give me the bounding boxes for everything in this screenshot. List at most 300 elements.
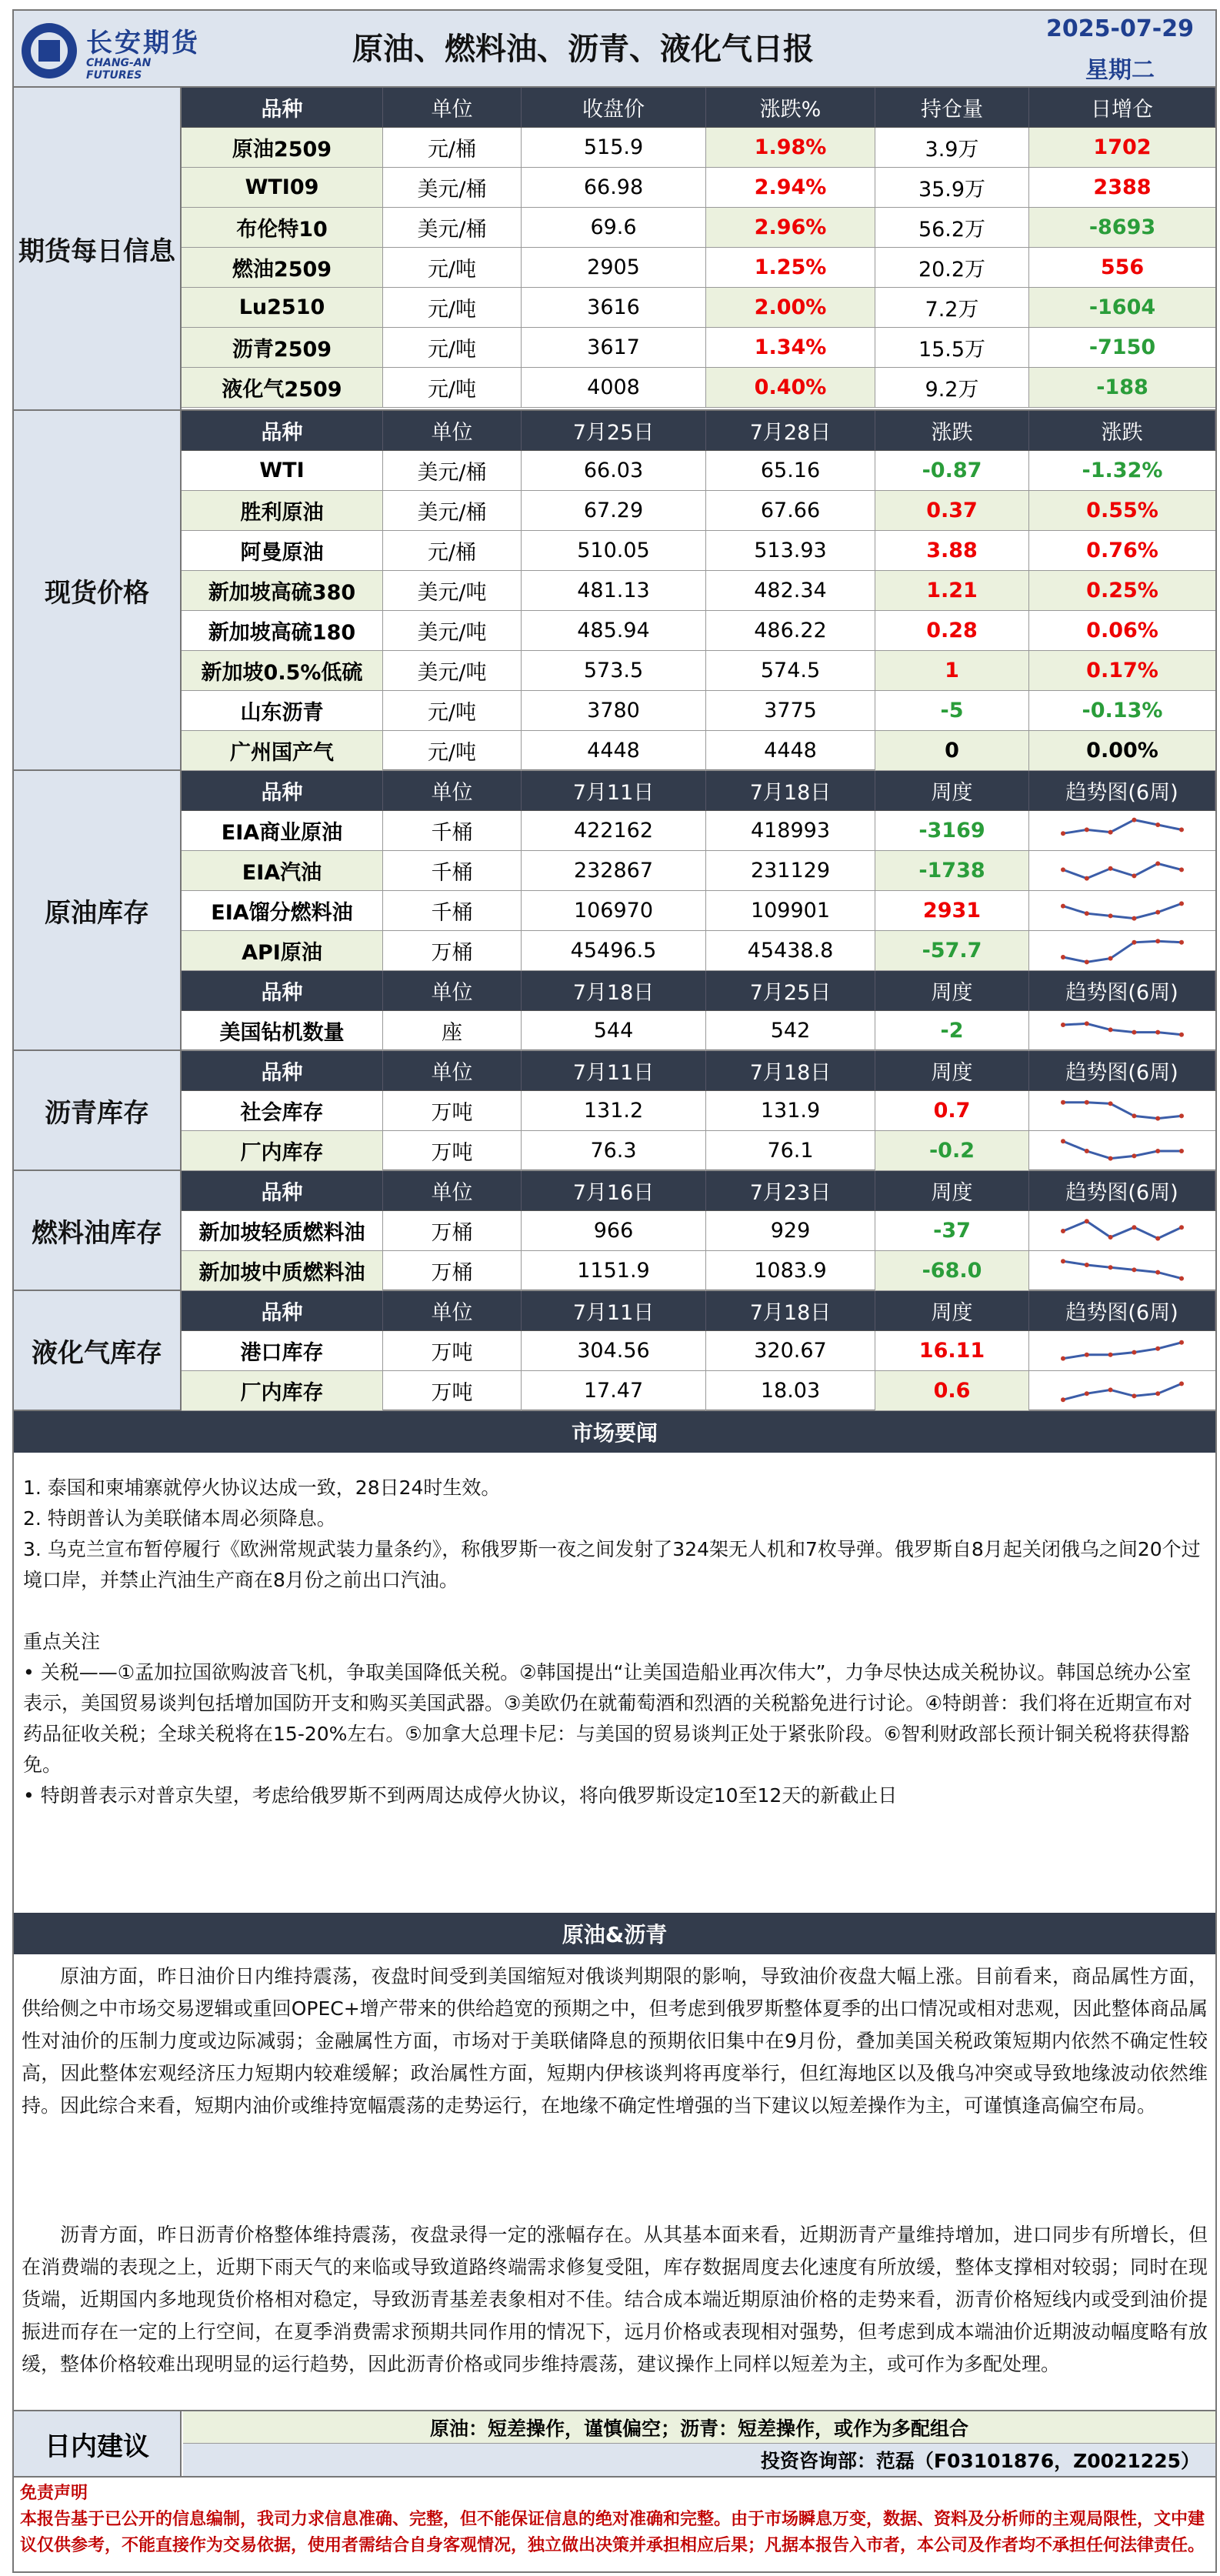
cell-p2: 45438.8 [706,931,875,970]
cell-name: 新加坡高硫180 [182,611,383,650]
sparkline-point [1085,911,1089,916]
table-row [182,1251,1215,1291]
report [12,9,1217,2573]
sparkline-point [1155,909,1160,914]
sparkline-point [1085,876,1089,880]
sparkline-point [1179,939,1184,944]
cell-close: 69.6 [522,208,706,247]
cell-chg: 1 [875,651,1029,690]
cell-doi: 1702 [1029,128,1215,167]
news-item: 1. 泰国和柬埔寨就停火协议达成一致，28日24时生效。 [23,1477,501,1499]
cell-p2: 482.34 [706,571,875,610]
disclaimer [14,2481,1215,2559]
column-header: 单位 [383,771,522,810]
cell-p2: 542 [706,1011,875,1050]
cell-name: EIA馏分燃料油 [182,891,383,930]
column-header: 7月23日 [706,1171,875,1210]
column-header: 7月11日 [522,771,706,810]
cell-name: 胜利原油 [182,491,383,530]
cell-unit: 美元/桶 [383,451,522,490]
table-row [182,1091,1215,1131]
table-row [182,208,1215,248]
cell-chg: 0.37 [875,491,1029,530]
column-header: 7月18日 [706,771,875,810]
column-header: 单位 [383,1171,522,1210]
cell-name: 美国钻机数量 [182,1011,383,1050]
cell-unit: 美元/桶 [383,491,522,530]
trend-sparkline [1057,816,1188,846]
cell-chg: 0.6 [875,1371,1029,1410]
cell-p2: 3775 [706,691,875,730]
table-header-row [182,88,1215,128]
report-header [14,11,1215,88]
sparkline-path [1063,1261,1182,1278]
sparkline-point [1132,916,1136,920]
table-row [182,571,1215,611]
sparkline-point [1155,1391,1160,1396]
sparkline-point [1179,1276,1184,1280]
column-header: 收盘价 [522,88,706,127]
table-row [182,248,1215,288]
report-weekday: 星期二 [1085,57,1155,84]
sparkline-point [1108,1027,1113,1032]
trend-sparkline [1057,1216,1188,1246]
table-row [182,611,1215,651]
report-date: 2025-07-29 [1046,15,1194,42]
column-header: 7月28日 [706,411,875,450]
column-header: 7月16日 [522,1171,706,1210]
cell-name: 燃油2509 [182,248,383,287]
cell-chg: -5 [875,691,1029,730]
cell-name: 沥青2509 [182,328,383,367]
column-header: 7月11日 [522,1051,706,1090]
column-header: 品种 [182,1051,383,1090]
sparkline-point [1179,1113,1184,1118]
cell-p2: 231129 [706,851,875,890]
cell-close: 4008 [522,368,706,407]
sparkline-point [1108,1265,1113,1270]
company-logo [22,20,203,82]
disclaimer-title: 免责声明 [20,2484,88,2503]
cell-name: 社会库存 [182,1091,383,1130]
disclaimer-text: 本报告基于已公开的信息编制，我司力求信息准确、完整，但不能保证信息的绝对准确和完整。由于市场瞬息万变，数据、资料及分析师的主观局限性，文中建议仅供参考，不能直接作为交易依据，使用者需结合自身客观情况，独立做出决策并承担相应后果；凡据本报告入市者，本公司及作者均不承担任何法律责任。 [20,2510,1205,2555]
cell-trend [1029,1211,1215,1250]
column-header: 品种 [182,971,383,1010]
cell-chg: -37 [875,1211,1029,1250]
column-header: 单位 [383,1051,522,1090]
cell-unit: 万吨 [383,1331,522,1370]
cell-trend [1029,931,1215,970]
cell-p1: 232867 [522,851,706,890]
crude-inventory-section [14,771,1215,1051]
sparkline-point [1132,1267,1136,1272]
cell-p1: 304.56 [522,1331,706,1370]
cell-name: 广州国产气 [182,731,383,770]
sparkline-point [1108,1352,1113,1356]
cell-p2: 18.03 [706,1371,875,1410]
news-item: 2. 特朗普认为美联储本周必须降息。 [23,1507,336,1530]
section-label: 液化气库存 [14,1291,182,1410]
sparkline-point [1155,1346,1160,1350]
cell-chg: 1.25% [706,248,875,287]
table-row [182,451,1215,491]
cell-p2: 929 [706,1211,875,1250]
column-header: 趋势图(6周) [1029,1171,1215,1210]
sparkline-point [1061,1099,1065,1104]
cell-unit: 元/桶 [383,128,522,167]
cell-p1: 45496.5 [522,931,706,970]
sparkline-point [1179,1032,1184,1036]
column-header: 单位 [383,411,522,450]
cell-chg: 0 [875,731,1029,770]
sparkline-point [1155,823,1160,827]
sparkline-point [1155,939,1160,943]
sparkline-path [1063,1141,1182,1158]
sparkline-point [1061,831,1065,836]
table-row [182,851,1215,891]
sparkline-point [1108,829,1113,834]
column-header: 单位 [383,1291,522,1330]
cell-p2: 486.22 [706,611,875,650]
column-header: 趋势图(6周) [1029,1291,1215,1330]
cell-chg: -3169 [875,811,1029,850]
sparkline-point [1179,1340,1184,1344]
cell-chg: 2.96% [706,208,875,247]
cell-close: 2905 [522,248,706,287]
cell-p2: 131.9 [706,1091,875,1130]
column-header: 品种 [182,771,383,810]
sparkline-point [1085,1219,1089,1223]
sparkline-point [1132,939,1136,944]
section-label: 原油库存 [14,771,182,1049]
sparkline-point [1155,1029,1160,1034]
sparkline-point [1085,1352,1089,1356]
cell-trend [1029,1091,1215,1130]
sparkline-point [1155,1270,1160,1274]
table-header-row [182,771,1215,811]
column-header: 周度 [875,771,1029,810]
sparkline-point [1061,1229,1065,1233]
sparkline-path [1063,1383,1182,1400]
column-header: 单位 [383,88,522,127]
cell-doi: -1604 [1029,288,1215,327]
sparkline-path [1063,1342,1182,1358]
cell-name: 阿曼原油 [182,531,383,570]
cell-p1: 66.03 [522,451,706,490]
sparkline-point [1132,817,1136,822]
cell-name: 布伦特10 [182,208,383,247]
table-row [182,731,1215,771]
column-header: 7月25日 [706,971,875,1010]
cell-unit: 千桶 [383,851,522,890]
news-list [14,1473,1215,1811]
cell-chg: 0.28 [875,611,1029,650]
column-header: 趋势图(6周) [1029,1051,1215,1090]
sparkline-point [1179,1381,1184,1386]
cell-name: 厂内库存 [182,1371,383,1410]
cell-name: 原油2509 [182,128,383,167]
column-header: 涨跌 [1029,411,1215,450]
cell-p2: 1083.9 [706,1251,875,1290]
cell-name: WTI [182,451,383,490]
column-header: 涨跌 [875,411,1029,450]
cell-trend [1029,1331,1215,1370]
sparkline-point [1085,1021,1089,1026]
cell-p2: 320.67 [706,1331,875,1370]
column-header: 品种 [182,88,383,127]
cell-chg: -1738 [875,851,1029,890]
cell-oi: 9.2万 [875,368,1029,407]
trend-sparkline [1057,936,1188,966]
column-header: 涨跌% [706,88,875,127]
cell-p1: 481.13 [522,571,706,610]
table-row [182,931,1215,971]
sparkline-point [1179,827,1184,832]
sparkline-point [1179,867,1184,872]
table-row [182,531,1215,571]
cell-oi: 15.5万 [875,328,1029,367]
section-label: 燃料油库存 [14,1171,182,1290]
column-header: 7月18日 [706,1051,875,1090]
cell-trend [1029,1371,1215,1410]
cell-chg: 2.94% [706,168,875,207]
column-header: 7月25日 [522,411,706,450]
cell-name: 厂内库存 [182,1131,383,1170]
table-row [182,1211,1215,1251]
table-row [182,491,1215,531]
sparkline-point [1155,1236,1160,1240]
sparkline-point [1132,1393,1136,1398]
cell-p1: 510.05 [522,531,706,570]
sparkline-path [1063,903,1182,918]
lpg-inventory-section [14,1291,1215,1411]
cell-p1: 67.29 [522,491,706,530]
cell-trend [1029,1251,1215,1290]
column-header: 周度 [875,1291,1029,1330]
sparkline-point [1061,1356,1065,1360]
cell-p1: 131.2 [522,1091,706,1130]
sparkline-point [1108,1235,1113,1240]
sparkline-point [1108,956,1113,960]
trend-sparkline [1057,1376,1188,1406]
table-header-row [182,971,1215,1011]
cell-chg: -57.7 [875,931,1029,970]
sparkline-path [1063,941,1182,962]
table-row [182,1131,1215,1171]
cell-p2: 109901 [706,891,875,930]
sparkline-point [1085,1391,1089,1396]
table-row [182,651,1215,691]
cell-trend [1029,811,1215,850]
report-title: 原油、燃料油、沥青、液化气日报 [352,32,814,67]
column-header: 7月11日 [522,1291,706,1330]
cell-chg: 1.21 [875,571,1029,610]
news-item: 3. 乌克兰宣布暂停履行《欧洲常规武装力量条约》，称俄罗斯一夜之间发射了324架无人机和7枚导弹。俄罗斯自8月起关闭俄乌之间20个过境口岸，并禁止汽油生产商在8月份之前出口汽油。 [23,1538,1201,1591]
trend-sparkline [1057,856,1188,886]
consultant-info: 投资咨询部：范磊（F03101876，Z0021225） [183,2444,1215,2476]
cell-doi: -7150 [1088,335,1156,359]
sparkline-point [1132,1113,1136,1118]
cell-unit: 元/吨 [383,288,522,327]
sparkline-point [1179,901,1184,906]
cell-pct: 0.76% [1086,539,1158,562]
cell-p1: 106970 [522,891,706,930]
sparkline-point [1085,959,1089,964]
column-header: 单位 [383,971,522,1010]
futures-table [182,88,1215,411]
column-header: 7月18日 [522,971,706,1010]
sparkline-point [1179,1225,1184,1230]
sparkline-point [1085,1263,1089,1267]
trend-sparkline [1057,1336,1188,1366]
cell-oi: 20.2万 [875,248,1029,287]
sparkline-point [1179,1149,1184,1153]
sparkline-point [1132,1153,1136,1158]
cell-pct: 0.06% [1086,619,1158,642]
column-header: 周度 [875,1171,1029,1210]
cell-unit: 座 [383,1011,522,1050]
sparkline-point [1132,1029,1136,1034]
sparkline-point [1061,955,1065,959]
column-header: 7月18日 [706,1291,875,1330]
cell-chg: 0.7 [875,1091,1029,1130]
cell-name: 山东沥青 [182,691,383,730]
cell-trend [1029,1011,1215,1050]
cell-doi: 556 [1100,255,1145,279]
cell-pct: 0.25% [1029,571,1215,610]
cell-p2: 76.1 [706,1131,875,1170]
table-header-row [182,1051,1215,1091]
crude-analysis-paragraph: 原油方面，昨日油价日内维持震荡，夜盘时间受到美国缩短对俄谈判期限的影响，导致油价夜盘大幅上涨。目前看来，商品属性方面，供给侧之中市场交易逻辑或重回OPEC+增产带来的供给趋宽的预期之中，但考虑到俄罗斯整体夏季的出口情况或相对悲观，因此整体商品属性对油价的压制力度或边际减弱；金融属性方面，市场对于美联储降息的预期依旧集中在9月份，叠加美国关税政策短期内依然不确定性较高，因此整体宏观经济压力短期内较难缓解；政治属性方面，短期内伊核谈判将再度举行，但红海地区以及俄乌冲突或导致地缘波动依然维持。因此综合来看，短期内油价或维持宽幅震荡的走势运行，在地缘不确定性增强的当下建议以短差操作为主，可谨慎逢高偏空布局。 [22,1965,1208,2117]
asphalt-analysis-paragraph: 沥青方面，昨日沥青价格整体维持震荡，夜盘录得一定的涨幅存在。从其基本面来看，近期沥青产量维持增加，进口同步有所增长，但在消费端的表现之上，近期下雨天气的来临或导致道路终端需求修复受阻，库存数据周度去化速度有所放缓，整体支撑相对较弱；同时在现货端，近期国内多地现货价格相对稳定，导致沥青基差表象相对不佳。结合成本端近期原油价格的走势来看，沥青价格短线内或受到油价提振进而存在一定的上行空间，在夏季消费需求预期共同作用的情况下，远月价格或表现相对强势，但考虑到成本端油价近期波动幅度略有放缓，整体价格较难出现明显的运行趋势，因此沥青价格或同步维持震荡，建议操作上同样以短差为主，或可作为多配处理。 [22,2224,1208,2375]
advice-label: 日内建议 [14,2411,182,2476]
trend-sparkline [1057,1016,1188,1046]
cell-oi: 56.2万 [875,208,1029,247]
cell-chg: 0.40% [706,368,875,407]
cell-p2: 67.66 [706,491,875,530]
cell-unit: 万吨 [383,1371,522,1410]
cell-name: EIA汽油 [182,851,383,890]
table-row [182,811,1215,851]
column-header: 趋势图(6周) [1029,971,1215,1010]
analysis-title-bar: 原油&沥青 [14,1913,1215,1954]
section-label: 期货每日信息 [14,88,182,409]
table-header-row [182,1291,1215,1331]
cell-p1: 966 [522,1211,706,1250]
cell-p1: 573.5 [522,651,706,690]
cell-name: 新加坡高硫380 [182,571,383,610]
cell-oi: 7.2万 [875,288,1029,327]
table-row [182,891,1215,931]
futures-section [14,88,1215,411]
column-header: 日增仓 [1029,88,1215,127]
sparkline-point [1061,867,1065,872]
sparkline-point [1085,1099,1089,1104]
cell-oi: 35.9万 [875,168,1029,207]
sparkline-point [1061,1023,1065,1027]
sparkline-path [1063,1023,1182,1034]
cell-unit: 美元/吨 [383,611,522,650]
logo-text-en: CHANG-AN FUTURES [86,57,152,82]
cell-p2: 574.5 [706,651,875,690]
cell-trend [1029,891,1215,930]
table-row [182,691,1215,731]
sparkline-point [1155,1149,1160,1153]
trend-sparkline [1057,1096,1188,1126]
focus-item: • 特朗普表示对普京失望，考虑给俄罗斯不到两周达成停火协议，将向俄罗斯设定10至12天的新截止日 [23,1784,898,1807]
table-row [182,1011,1215,1051]
column-header: 品种 [182,1171,383,1210]
logo-mark-icon [22,23,77,78]
column-header: 周度 [875,971,1029,1010]
cell-chg: -0.2 [875,1131,1029,1170]
cell-unit: 万桶 [383,1251,522,1290]
column-header: 周度 [875,1051,1029,1090]
cell-name: 新加坡轻质燃料油 [182,1211,383,1250]
cell-p1: 544 [522,1011,706,1050]
sparkline-point [1132,873,1136,878]
cell-close: 515.9 [522,128,706,167]
sparkline-point [1132,1350,1136,1354]
sparkline-point [1061,1259,1065,1263]
table-row [182,128,1215,168]
logo-text-cn: 长安期货 [86,28,200,58]
table-row [182,288,1215,328]
cell-name: 港口库存 [182,1331,383,1370]
cell-unit: 元/吨 [383,731,522,770]
sparkline-point [1132,1225,1136,1230]
cell-oi: 3.9万 [875,128,1029,167]
section-label: 沥青库存 [14,1051,182,1170]
cell-unit: 千桶 [383,811,522,850]
cell-unit: 元/吨 [383,368,522,407]
sparkline-point [1155,861,1160,866]
cell-p2: 4448 [706,731,875,770]
cell-unit: 千桶 [383,891,522,930]
sparkline-point [1061,903,1065,908]
cell-p1: 1151.9 [522,1251,706,1290]
intraday-advice [14,2410,1215,2478]
news-title-bar: 市场要闻 [14,1411,1215,1453]
cell-chg: 2.00% [706,288,875,327]
cell-pct: -1.32% [1082,459,1163,482]
trend-sparkline [1057,1256,1188,1286]
spot-section [14,411,1215,771]
cell-unit: 万桶 [383,931,522,970]
cell-name: API原油 [182,931,383,970]
cell-chg: -2 [875,1011,1029,1050]
cell-unit: 万吨 [383,1131,522,1170]
table-row [182,1331,1215,1371]
cell-chg: 1.98% [706,128,875,167]
cell-pct: 0.00% [1029,731,1215,770]
cell-unit: 元/桶 [383,531,522,570]
cell-trend [1029,851,1215,890]
table-header-row [182,1171,1215,1211]
cell-p2: 65.16 [706,451,875,490]
cell-unit: 元/吨 [383,248,522,287]
sparkline-point [1108,1156,1113,1160]
sparkline-path [1063,1221,1182,1238]
sparkline-point [1085,827,1089,832]
table-row [182,168,1215,208]
cell-p1: 3780 [522,691,706,730]
cell-trend [1029,1131,1215,1170]
cell-pct: 0.17% [1029,651,1215,690]
focus-item: • 关税——①孟加拉国欲购波音飞机，争取美国降低关税。②韩国提出“让美国造船业再次伟大”，力争尽快达成关税协议。韩国总统办公室表示，美国贸易谈判包括增加国防开支和购买美国武器。③美欧仍在就葡萄酒和烈酒的关税豁免进行讨论。④特朗普：我们将在近期宣布对药品征收关税；全球关税将在15-20%左右。⑤加拿大总理卡尼：与美国的贸易谈判正处于紧张阶段。⑥智利财政部长预计铜关税将获得豁免。 [23,1661,1192,1776]
cell-chg: 3.88 [875,531,1029,570]
section-label: 现货价格 [14,411,182,769]
